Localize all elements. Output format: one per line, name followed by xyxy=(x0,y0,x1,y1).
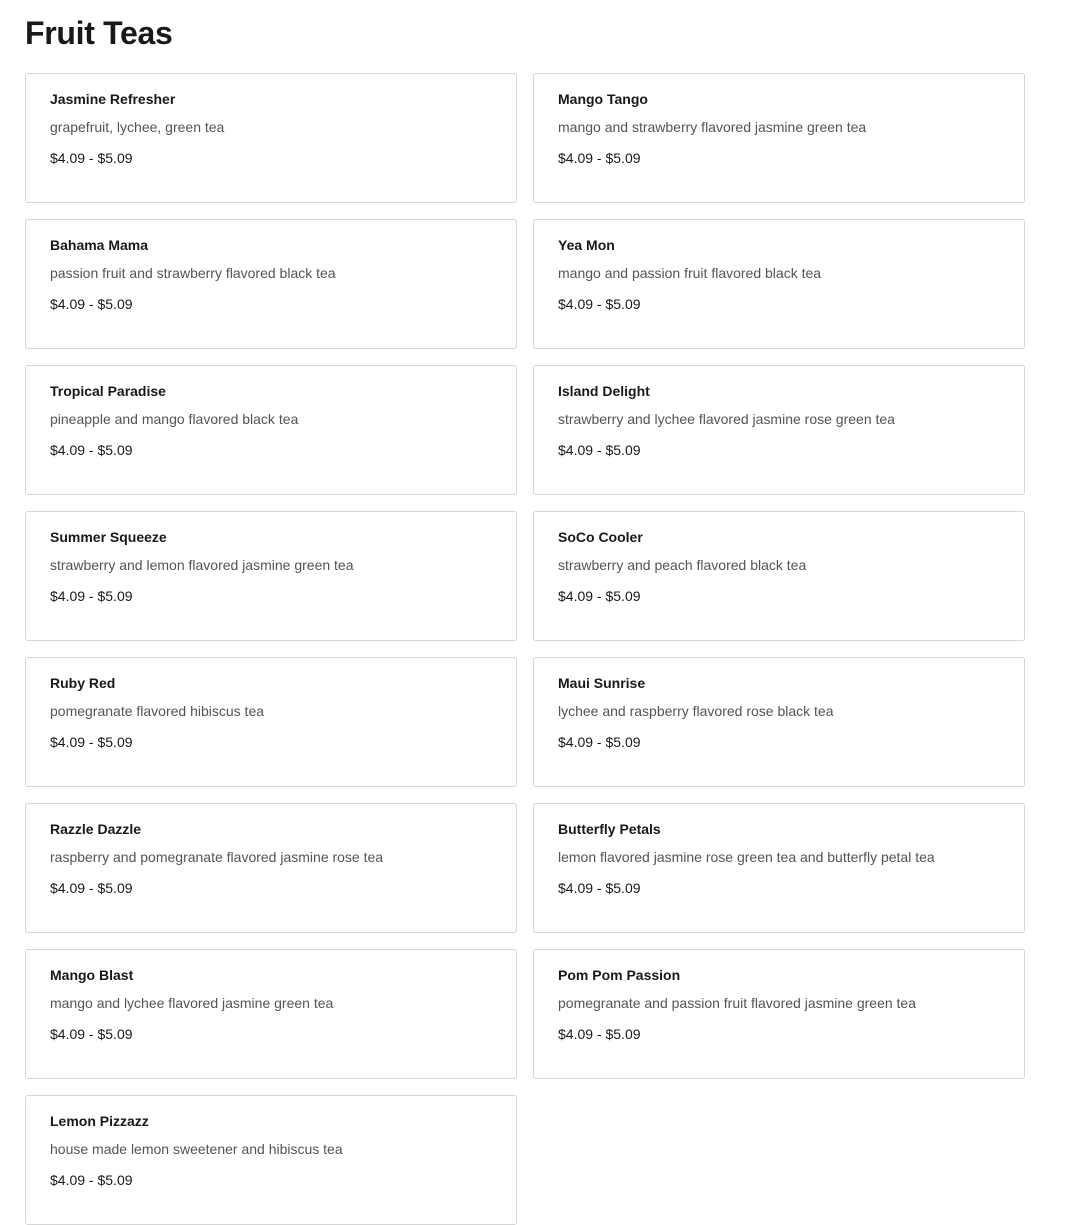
item-description: strawberry and lychee flavored jasmine rose green tea xyxy=(558,411,895,427)
menu-item-card[interactable] xyxy=(25,949,517,1079)
menu-item-card[interactable] xyxy=(25,1095,517,1225)
item-description: passion fruit and strawberry flavored black tea xyxy=(50,265,336,281)
menu-item-card[interactable] xyxy=(25,511,517,641)
item-description: raspberry and pomegranate flavored jasmine rose tea xyxy=(50,849,384,865)
menu-item-card[interactable] xyxy=(25,657,517,787)
item-price: $4.09 - $5.09 xyxy=(50,296,133,312)
menu-item-card[interactable] xyxy=(533,511,1025,641)
menu-item-card[interactable] xyxy=(25,73,517,203)
item-description: mango and passion fruit flavored black tea xyxy=(558,265,822,281)
item-name: Tropical Paradise xyxy=(50,383,166,399)
menu-item-card[interactable] xyxy=(533,657,1025,787)
item-description: mango and lychee flavored jasmine green tea xyxy=(50,995,334,1011)
item-description: pineapple and mango flavored black tea xyxy=(50,411,299,427)
item-name: Jasmine Refresher xyxy=(50,91,176,107)
item-name: Ruby Red xyxy=(50,675,116,691)
page-title: Fruit Teas xyxy=(25,15,173,51)
item-price: $4.09 - $5.09 xyxy=(558,1026,641,1042)
menu-item-card[interactable] xyxy=(25,219,517,349)
menu-item-card[interactable] xyxy=(533,219,1025,349)
menu-item-card[interactable] xyxy=(533,365,1025,495)
item-description: house made lemon sweetener and hibiscus tea xyxy=(50,1141,343,1157)
item-price: $4.09 - $5.09 xyxy=(558,442,641,458)
item-price: $4.09 - $5.09 xyxy=(50,588,133,604)
item-price: $4.09 - $5.09 xyxy=(50,880,133,896)
item-description: grapefruit, lychee, green tea xyxy=(50,119,225,135)
item-description: strawberry and lemon flavored jasmine green tea xyxy=(50,557,354,573)
item-description: mango and strawberry flavored jasmine green tea xyxy=(558,119,867,135)
item-name: Island Delight xyxy=(558,383,650,399)
item-description: strawberry and peach flavored black tea xyxy=(558,557,807,573)
item-name: Mango Blast xyxy=(50,967,134,983)
item-name: Butterfly Petals xyxy=(558,821,661,837)
item-price: $4.09 - $5.09 xyxy=(50,442,133,458)
item-price: $4.09 - $5.09 xyxy=(558,296,641,312)
item-price: $4.09 - $5.09 xyxy=(50,150,133,166)
item-name: Maui Sunrise xyxy=(558,675,646,691)
item-name: Bahama Mama xyxy=(50,237,149,253)
item-name: Mango Tango xyxy=(558,91,648,107)
menu-item-card[interactable] xyxy=(533,949,1025,1079)
item-name: Yea Mon xyxy=(558,237,615,253)
menu-item-card[interactable] xyxy=(25,803,517,933)
item-price: $4.09 - $5.09 xyxy=(558,880,641,896)
item-description: lychee and raspberry flavored rose black tea xyxy=(558,703,834,719)
item-description: pomegranate and passion fruit flavored jasmine green tea xyxy=(558,995,916,1011)
item-price: $4.09 - $5.09 xyxy=(50,1026,133,1042)
item-description: lemon flavored jasmine rose green tea and butterfly petal tea xyxy=(558,849,935,865)
item-price: $4.09 - $5.09 xyxy=(558,150,641,166)
item-price: $4.09 - $5.09 xyxy=(50,1172,133,1188)
item-price: $4.09 - $5.09 xyxy=(558,734,641,750)
item-name: SoCo Cooler xyxy=(558,529,643,545)
menu-item-card[interactable] xyxy=(533,803,1025,933)
menu-item-grid xyxy=(25,73,1025,1225)
item-name: Summer Squeeze xyxy=(50,529,167,545)
item-price: $4.09 - $5.09 xyxy=(50,734,133,750)
item-price: $4.09 - $5.09 xyxy=(558,588,641,604)
menu-item-card[interactable] xyxy=(25,365,517,495)
item-name: Pom Pom Passion xyxy=(558,967,681,983)
item-name: Lemon Pizzazz xyxy=(50,1113,149,1129)
menu-item-card[interactable] xyxy=(533,73,1025,203)
item-name: Razzle Dazzle xyxy=(50,821,142,837)
item-description: pomegranate flavored hibiscus tea xyxy=(50,703,265,719)
